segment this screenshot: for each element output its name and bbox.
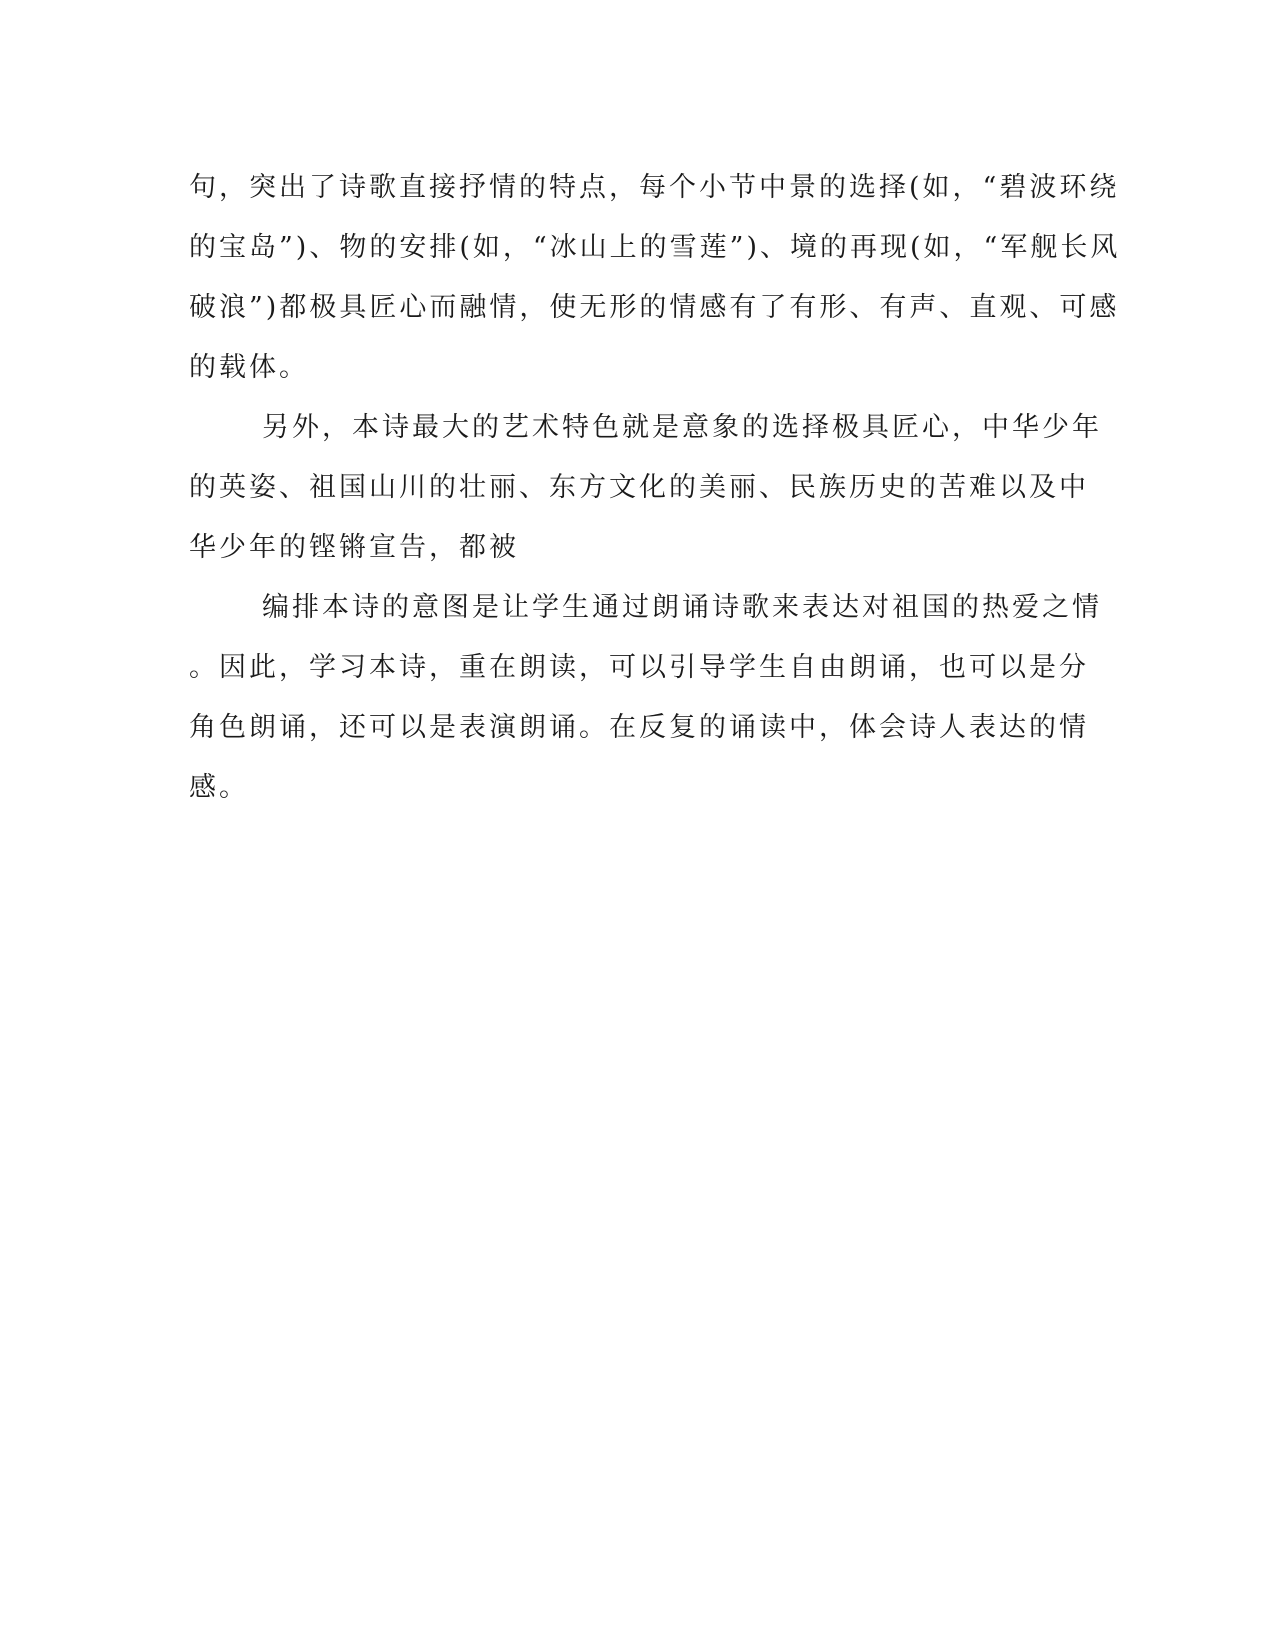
paragraph-3 [189,578,1102,818]
paragraph-line: 的宝岛”)、物的安排(如，“冰山上的雪莲”)、境的再现(如，“军舰长风 [189,232,1121,263]
paragraph-line: 。因此，学习本诗，重在朗读，可以引导学生自由朗诵，也可以是分 [189,652,1089,683]
paragraph-line: 角色朗诵，还可以是表演朗诵。在反复的诵读中，体会诗人表达的情 [189,712,1089,743]
paragraph-line: 华少年的铿锵宣告，都被 [189,532,519,563]
paragraph-line: 句，突出了诗歌直接抒情的特点，每个小节中景的选择(如，“碧波环绕 [189,172,1120,203]
paragraph-2 [189,398,1102,578]
paragraph-line: 另外，本诗最大的艺术特色就是意象的选择极具匠心，中华少年 [262,412,1102,443]
paragraph-line: 的英姿、祖国山川的壮丽、东方文化的美丽、民族历史的苦难以及中 [189,472,1089,503]
paragraph-line: 编排本诗的意图是让学生通过朗诵诗歌来表达对祖国的热爱之情 [262,592,1102,623]
paragraph-line: 感。 [189,772,249,803]
paragraph-line: 的载体。 [189,352,309,383]
paragraph-1 [189,158,1121,398]
document-body [189,158,1121,818]
paragraph-line: 破浪”)都极具匠心而融情，使无形的情感有了有形、有声、直观、可感 [189,292,1120,323]
